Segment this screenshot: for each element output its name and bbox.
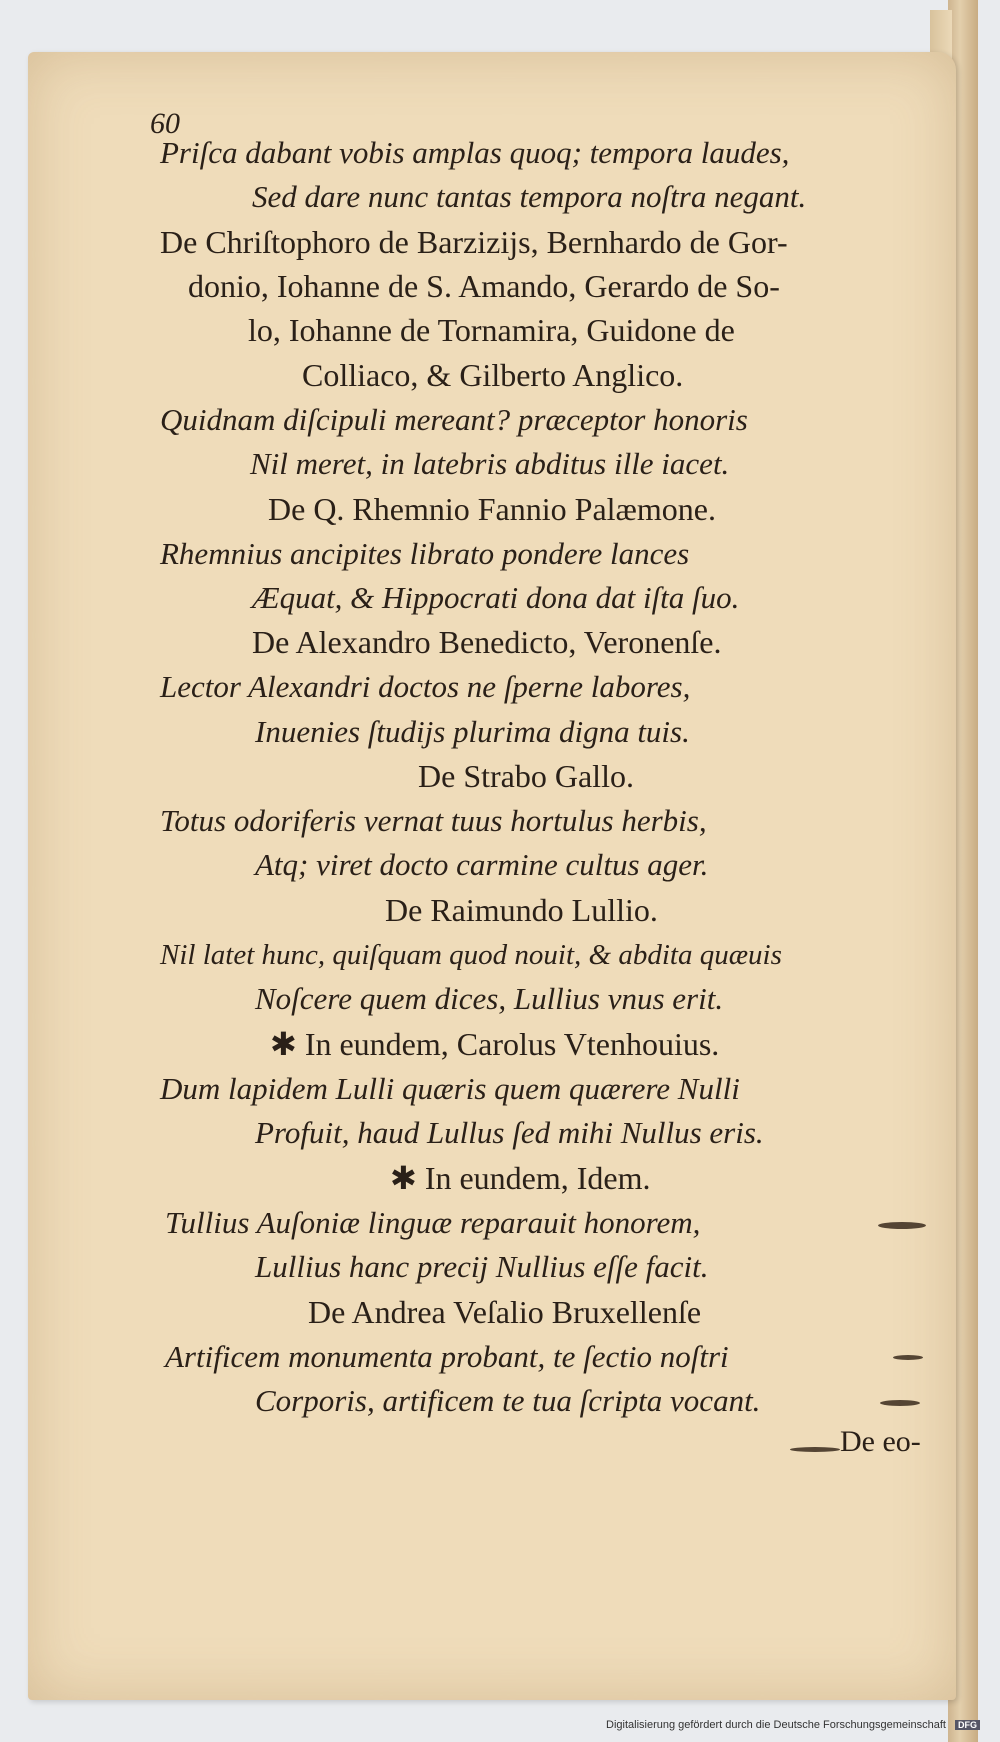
ink-mark <box>880 1400 920 1406</box>
text-line: Nil latet hunc, quiſquam quod nouit, & abdita quæuis <box>160 939 782 971</box>
text-line: Sed dare nunc tantas tempora noſtra negant. <box>252 179 807 214</box>
text-line: Totus odoriferis vernat tuus hortulus herbis, <box>160 803 707 838</box>
dfg-logo: DFG <box>955 1720 980 1730</box>
text-line: donio, Iohanne de S. Amando, Gerardo de So- <box>188 268 780 304</box>
text-line: Nil meret, in latebris abditus ille iacet. <box>250 446 730 481</box>
text-line: De Chriſtophoro de Barzizijs, Bernhardo de Gor- <box>160 224 788 260</box>
ink-mark <box>893 1355 923 1360</box>
text-line: Quidnam diſcipuli mereant? præceptor honoris <box>160 402 748 437</box>
text-line: Noſcere quem dices, Lullius vnus erit. <box>255 981 724 1016</box>
text-line: ✱ In eundem, Carolus Vtenhouius. <box>270 1026 720 1062</box>
text-line: Lector Alexandri doctos ne ſperne labores, <box>160 669 691 704</box>
text-line: lo, Iohanne de Tornamira, Guidone de <box>248 312 735 348</box>
text-line: De Alexandro Benedicto, Veronenſe. <box>252 624 722 660</box>
text-line: ✱ In eundem, Idem. <box>390 1160 651 1196</box>
text-line: Artificem monumenta probant, te ſectio noſtri <box>165 1339 729 1374</box>
text-line: Tullius Auſoniæ linguæ reparauit honorem, <box>165 1205 701 1240</box>
text-line: Dum lapidem Lulli quæris quem quærere Nulli <box>160 1071 740 1106</box>
text-line: Lullius hanc precij Nullius eſſe facit. <box>255 1249 709 1284</box>
ink-mark <box>878 1222 926 1229</box>
text-line: Rhemnius ancipites librato pondere lances <box>160 536 690 571</box>
digitization-footer <box>606 1719 994 1737</box>
text-line: De Raimundo Lullio. <box>385 892 658 928</box>
text-line: Atq; viret docto carmine cultus ager. <box>255 847 709 882</box>
text-line: Inuenies ſtudijs plurima digna tuis. <box>255 714 690 749</box>
text-line: De Andrea Veſalio Bruxellenſe <box>308 1294 702 1330</box>
ink-mark <box>790 1447 840 1452</box>
catchword: De eo- <box>840 1425 921 1458</box>
text-line: Æquat, & Hippocrati dona dat iſta ſuo. <box>252 580 740 615</box>
text-line: Corporis, artificem te tua ſcripta vocant. <box>255 1383 761 1418</box>
text-line: De Q. Rhemnio Fannio Palæmone. <box>268 491 716 527</box>
text-line: De Strabo Gallo. <box>418 758 634 794</box>
text-line: Profuit, haud Lullus ſed mihi Nullus eris. <box>255 1115 764 1150</box>
page-number: 60 <box>150 107 180 140</box>
footer-credit: Digitalisierung gefördert durch die Deutsche Forschungsgemeinschaft <box>606 1719 946 1731</box>
text-line: Priſca dabant vobis amplas quoq; tempora laudes, <box>160 135 790 170</box>
text-line: Colliaco, & Gilberto Anglico. <box>302 357 684 393</box>
